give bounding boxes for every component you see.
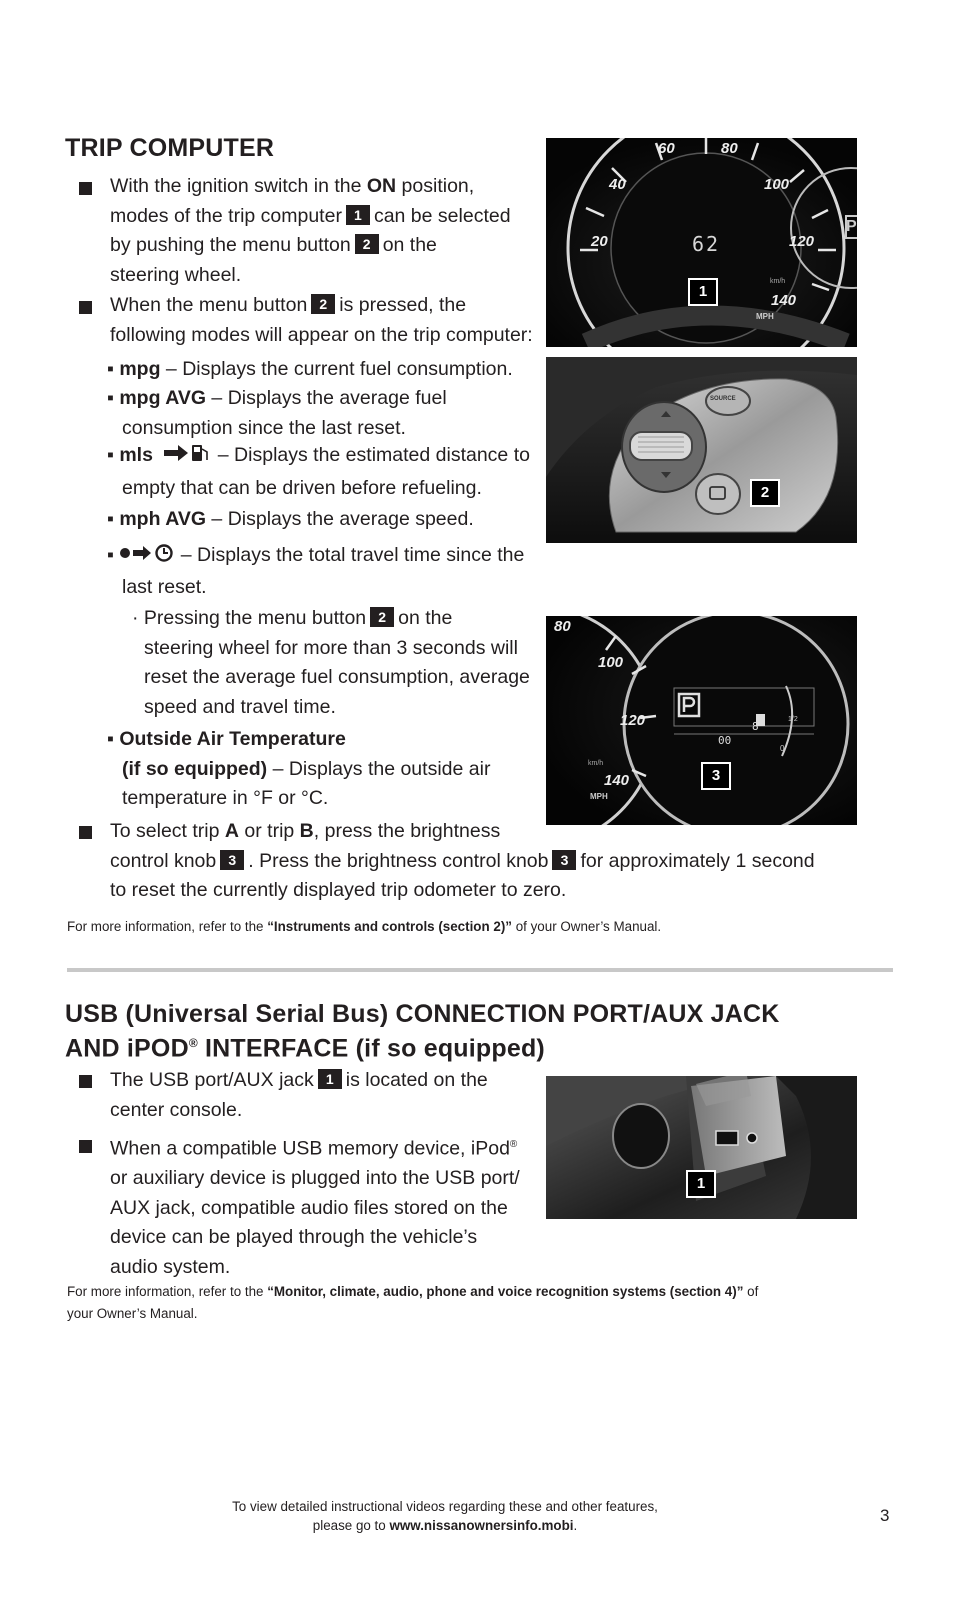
steering-wheel-controls-photo bbox=[546, 357, 857, 543]
bullet-menu-button: When the menu button 2 is pressed, the following modes will appear on the trip computer: bbox=[110, 294, 533, 346]
speed-label: 20 bbox=[591, 233, 608, 250]
gear-indicator: P bbox=[846, 218, 857, 235]
callout-badge-3: 3 bbox=[552, 850, 576, 870]
reference-note-instruments: For more information, refer to the “Instruments and controls (section 2)” of your Owner’s Manual. bbox=[67, 919, 662, 934]
callout-badge-2: 2 bbox=[311, 294, 335, 314]
speed-label: 80 bbox=[721, 140, 738, 157]
callout-badge-1: 1 bbox=[346, 205, 370, 225]
speed-label: 140 bbox=[771, 292, 797, 309]
speed-label: 40 bbox=[609, 176, 626, 193]
mode-mpg-avg: ▪ mpg AVG – Displays the average fuel consumption since the last reset. bbox=[107, 387, 447, 439]
mode-mpg: ▪ mpg – Displays the current fuel consumption. bbox=[107, 358, 513, 380]
speed-label: 120 bbox=[789, 233, 815, 250]
bullet-square bbox=[79, 826, 92, 839]
source-button-label: SOURCE bbox=[710, 396, 736, 402]
page-number: 3 bbox=[880, 1506, 890, 1525]
speed-label: 100 bbox=[598, 654, 624, 671]
mph-unit-label: MPH bbox=[756, 312, 774, 321]
bullet-square bbox=[79, 301, 92, 314]
callout-badge-3: 3 bbox=[220, 850, 244, 870]
mph-unit-label: MPH bbox=[590, 792, 608, 801]
mode-outside-air-temp: ▪ Outside Air Temperature (if so equipped) – Displays the outside air temperature in °F or °C. bbox=[107, 728, 491, 809]
digital-speed-readout: 62 bbox=[692, 232, 721, 256]
mode-mls: ▪ mls – Displays the estimated distance to empty that can be driven before refueling. bbox=[107, 444, 530, 499]
instrument-cluster-display-photo bbox=[546, 616, 857, 825]
mode-travel-time: ▪ – Displays the total travel time since the last reset. bbox=[107, 544, 525, 598]
callout-badge-2: 2 bbox=[370, 607, 394, 627]
image-callout-3: 3 bbox=[701, 762, 731, 790]
speed-label: 100 bbox=[764, 176, 790, 193]
speedometer-photo bbox=[546, 138, 857, 347]
speed-label: 120 bbox=[620, 712, 646, 729]
fuel-empty-mark: 0 bbox=[780, 744, 785, 753]
section-title-trip-computer: TRIP COMPUTER bbox=[65, 134, 275, 162]
dot-arrow-clock-icon bbox=[119, 543, 175, 573]
bullet-usb-device: When a compatible USB memory device, iPod® or auxiliary device is plugged into the USB port/ AUX jack, compatible audio files stored on the device can be played through the vehicle’s audio system. bbox=[110, 1137, 520, 1278]
callout-badge-1: 1 bbox=[318, 1069, 342, 1089]
speed-label: 140 bbox=[604, 772, 630, 789]
bullet-usb-location: The USB port/AUX jack 1 is located on the center console. bbox=[110, 1069, 488, 1121]
usb-port-photo bbox=[546, 1076, 857, 1219]
odometer-readout: 00 bbox=[718, 734, 732, 747]
range-readout: 8 bbox=[752, 720, 759, 733]
section-title-usb: USB (Universal Serial Bus) CONNECTION PORT/AUX JACK AND iPOD® INTERFACE (if so equipped) bbox=[65, 1000, 780, 1063]
bullet-square bbox=[79, 182, 92, 195]
speed-label: 80 bbox=[554, 618, 571, 635]
kmh-label: km/h bbox=[770, 278, 786, 285]
image-callout-2: 2 bbox=[750, 479, 780, 507]
bullet-square bbox=[79, 1075, 92, 1088]
website-link[interactable]: www.nissanownersinfo.mobi bbox=[389, 1518, 574, 1533]
kmh-label: km/h bbox=[588, 760, 604, 767]
section-divider bbox=[67, 968, 893, 972]
fuel-half-mark: 1/2 bbox=[788, 716, 798, 723]
arrow-fuel-pump-icon bbox=[162, 442, 212, 474]
speed-label: 60 bbox=[658, 140, 675, 157]
bullet-square bbox=[79, 1140, 92, 1153]
mode-mph-avg: ▪ mph AVG – Displays the average speed. bbox=[107, 508, 474, 530]
image-callout-1: 1 bbox=[688, 278, 718, 306]
image-callout-1: 1 bbox=[686, 1170, 716, 1198]
bullet-ignition: With the ignition switch in the ON position, modes of the trip computer 1 can be selected by pushing the menu button 2 on the steering wheel. bbox=[110, 175, 511, 286]
bullet-brightness-knob: To select trip A or trip B, press the brightness control knob 3 . Press the brightness control knob 3 for approximately 1 second to reset the currently displayed trip odometer to zero. bbox=[110, 820, 815, 901]
reset-note: · Pressing the menu button 2 on the steering wheel for more than 3 seconds will reset the average fuel consumption, average speed and travel time. bbox=[132, 607, 530, 718]
footer-videos-note: To view detailed instructional videos regarding these and other features, please go to www.nissanownersinfo.mobi. bbox=[232, 1499, 658, 1533]
callout-badge-2: 2 bbox=[355, 234, 379, 254]
reference-note-audio: For more information, refer to the “Monitor, climate, audio, phone and voice recognition systems (section 4)” of your Owner’s Manual. bbox=[67, 1284, 759, 1321]
